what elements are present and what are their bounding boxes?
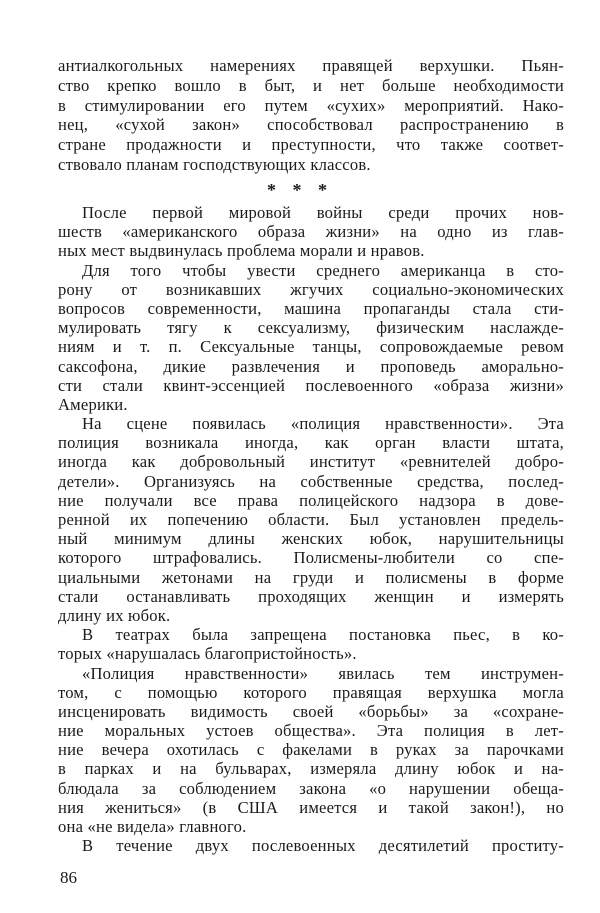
- text-line: ный минимум длины женских юбок, нарушительницы: [58, 529, 564, 549]
- text-line: саксофона, дикие развлечения и проповедь аморально-: [58, 356, 564, 376]
- text-line: Для того чтобы увести среднего американца в сто-: [82, 260, 564, 280]
- text-line: ствовало планам господствующих классов.: [58, 154, 371, 174]
- text-line: торых «нарушалась благопристойность».: [58, 644, 357, 664]
- text-line: В театрах была запрещена постановка пьес, в ко-: [82, 625, 564, 645]
- text-line: рону от возникавших жгучих социально-экономических: [58, 279, 564, 299]
- text-line: ренной их попечению области. Был установлен предель-: [58, 510, 564, 529]
- paragraph: [58, 625, 564, 663]
- paragraph: [58, 261, 564, 415]
- text-line: ных мест выдвинулась проблема морали и нравов.: [58, 241, 425, 261]
- text-line: В течение двух послевоенных десятилетий проститу-: [82, 836, 564, 856]
- page-number: 86: [60, 868, 77, 887]
- text-block-top: [58, 56, 564, 175]
- text-line: полиция возникала иногда, как орган власти штата,: [58, 433, 564, 453]
- text-line: Америки.: [58, 394, 128, 414]
- text-line: циальными жетонами на груди и полисмены в форме: [58, 567, 564, 587]
- text-line: ние получали все права полицейского надзора в дове-: [58, 490, 564, 510]
- text-line: вопросов современности, машина пропаганды стала сти-: [58, 298, 564, 318]
- text-line: ние вечера охотилась с факелами в руках за парочками: [58, 740, 564, 760]
- text-line: блюдала за соблюдением закона «о нарушении обеща-: [58, 778, 564, 798]
- text-line: в парках и на бульварах, измеряла длину юбок и на-: [58, 759, 564, 779]
- text-line: ние моральных устоев общества». Эта полиция в лет-: [58, 721, 564, 741]
- text-line: которого штрафовались. Полисмены-любители со спе-: [58, 548, 564, 568]
- text-line: шеств «американского образа жизни» на одно из глав-: [58, 222, 564, 242]
- text-line: «Полиция нравственности» явилась тем инструмен-: [82, 663, 564, 683]
- text-line: антиалкогольных намерениях правящей верхушки. Пьян-: [58, 56, 564, 75]
- text-line: нец, «сухой закон» способствовал распространению в: [58, 115, 564, 135]
- paragraph: [58, 414, 564, 625]
- paragraph: [58, 203, 564, 261]
- text-line: в стимулировании его путем «сухих» мероприятий. Нако-: [58, 95, 564, 115]
- text-line: После первой мировой войны среди прочих нов-: [82, 203, 564, 222]
- text-line: мулировать тягу к сексуализму, физическим наслажде-: [58, 318, 564, 338]
- text-line: сти стали квинт-эссенцией послевоенного «образа жизни»: [58, 375, 564, 395]
- text-line: стране продажности и преступности, что также соответ-: [58, 135, 564, 155]
- section-separator: * * *: [267, 180, 333, 200]
- text-line: ниям и т. п. Сексуальные танцы, сопровождаемые ревом: [58, 337, 564, 357]
- paragraph: [58, 56, 564, 175]
- text-line: длину их юбок.: [58, 605, 171, 625]
- text-line: она «не видела» главного.: [58, 817, 247, 836]
- paragraph: [58, 836, 564, 855]
- text-line: иногда как добровольный институт «ревнителей добро-: [58, 452, 564, 472]
- text-block-main: [58, 203, 564, 855]
- text-line: На сцене появилась «полиция нравственности». Эта: [82, 414, 564, 434]
- text-line: детели». Организуясь на собственные средства, послед-: [58, 471, 564, 491]
- text-line: ство крепко вошло в быт, и нет больше необходимости: [58, 75, 564, 95]
- text-line: ния жениться» (в США имеется и такой закон!), но: [58, 797, 564, 817]
- text-line: инсценировать видимость своей «борьбы» за «сохране-: [58, 701, 564, 721]
- paragraph: [58, 664, 564, 837]
- text-line: стали останавливать проходящих женщин и измерять: [58, 586, 564, 606]
- text-line: том, с помощью которого правящая верхушка могла: [58, 682, 564, 702]
